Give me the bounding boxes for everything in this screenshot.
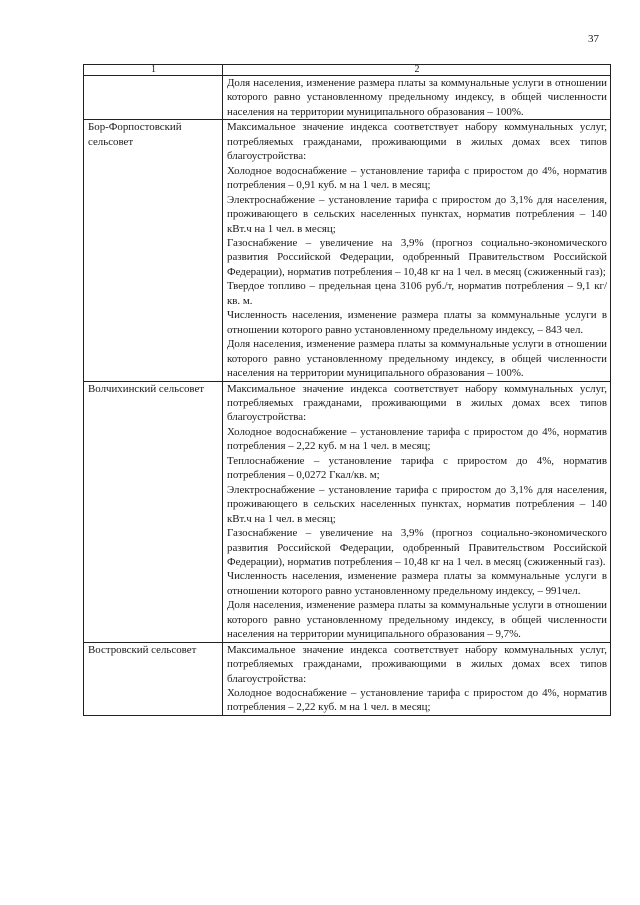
column-header-1: 1 [84,65,223,76]
table-row [84,642,611,715]
description-paragraph: Газоснабжение – увеличение на 3,9% (прогноз социально-экономического развития Российской Федерации, одобренный Правительством Российской Федерации), норматив потребления – 10,48 кг на 1 чел. в месяц (сжиженный газ); [227,236,607,278]
description-paragraph: Численность населения, изменение размера платы за коммунальные услуги в отношении которого равно установленному предельному индексу, – 991чел. [227,570,607,597]
description-paragraph: Доля населения, изменение размера платы за коммунальные услуги в отношении которого равно установленному предельному индексу, в общей численности населения на территории муниципального образования – 100%. [227,338,607,380]
settlement-description [223,76,611,120]
description-paragraph: Электроснабжение – установление тарифа с приростом до 3,1% для населения, проживающего в сельских населенных пунктах, норматив потребления – 140 кВт.ч на 1 чел. в месяц; [227,193,607,235]
description-paragraph: Максимальное значение индекса соответствует набору коммунальных услуг, потребляемых гражданами, проживающими в жилых домах всех типов благоустройства: [227,643,607,685]
settlement-description [223,642,611,715]
tariff-table [83,64,611,716]
description-paragraph: Максимальное значение индекса соответствует набору коммунальных услуг, потребляемых гражданами, проживающими в жилых домах всех типов благоустройства: [227,121,607,163]
page-number: 37 [588,33,599,45]
settlement-name: Востровский сельсовет [84,642,223,715]
settlement-name: Бор-Форпостовский сельсовет [84,120,223,381]
description-paragraph: Твердое топливо – предельная цена 3106 руб./т, норматив потребления – 9,1 кг/кв. м. [227,280,607,307]
table-row [84,381,611,642]
description-paragraph: Теплоснабжение – установление тарифа с приростом до 4%, норматив потребления – 0,0272 Гкал/кв. м; [227,454,607,482]
settlement-name: Волчихинский сельсовет [84,381,223,642]
description-paragraph: Газоснабжение – увеличение на 3,9% (прогноз социально-экономического развития Российской Федерации, одобренный Правительством Российской Федерации), норматив потребления – 10,48 кг на 1 чел. в месяц (сжиженный газ). [227,527,607,568]
description-paragraph: Максимальное значение индекса соответствует набору коммунальных услуг, потребляемых гражданами, проживающими в жилых домах всех типов благоустройства: [227,382,607,424]
table-body [84,76,611,716]
settlement-description [223,120,611,381]
description-paragraph: Холодное водоснабжение – установление тарифа с приростом до 4%, норматив потребления – 2,22 куб. м на 1 чел. в месяц; [227,425,607,453]
table-header-row [84,65,611,76]
description-paragraph: Электроснабжение – установление тарифа с приростом до 3,1% для населения, проживающего в сельских населенных пунктах, норматив потребления – 140 кВт.ч на 1 чел. в месяц; [227,483,607,525]
description-paragraph: Холодное водоснабжение – установление тарифа с приростом до 4%, норматив потребления – 2,22 куб. м на 1 чел. в месяц; [227,687,607,714]
description-paragraph: Численность населения, изменение размера платы за коммунальные услуги в отношении которого равно установленному предельному индексу, – 843 чел. [227,309,607,336]
settlement-name [84,76,223,120]
description-paragraph: Доля населения, изменение размера платы за коммунальные услуги в отношении которого равно установленному предельному индексу, в общей численности населения на территории муниципального образования – 100%. [227,77,607,118]
settlement-description [223,381,611,642]
table-row [84,76,611,120]
column-header-2: 2 [223,65,611,76]
description-paragraph: Холодное водоснабжение – установление тарифа с приростом до 4%, норматив потребления – 0,91 куб. м на 1 чел. в месяц; [227,164,607,192]
description-paragraph: Доля населения, изменение размера платы за коммунальные услуги в отношении которого равно установленному предельному индексу, в общей численности населения на территории муниципального образования – 9,7%. [227,599,607,641]
table-row [84,120,611,381]
